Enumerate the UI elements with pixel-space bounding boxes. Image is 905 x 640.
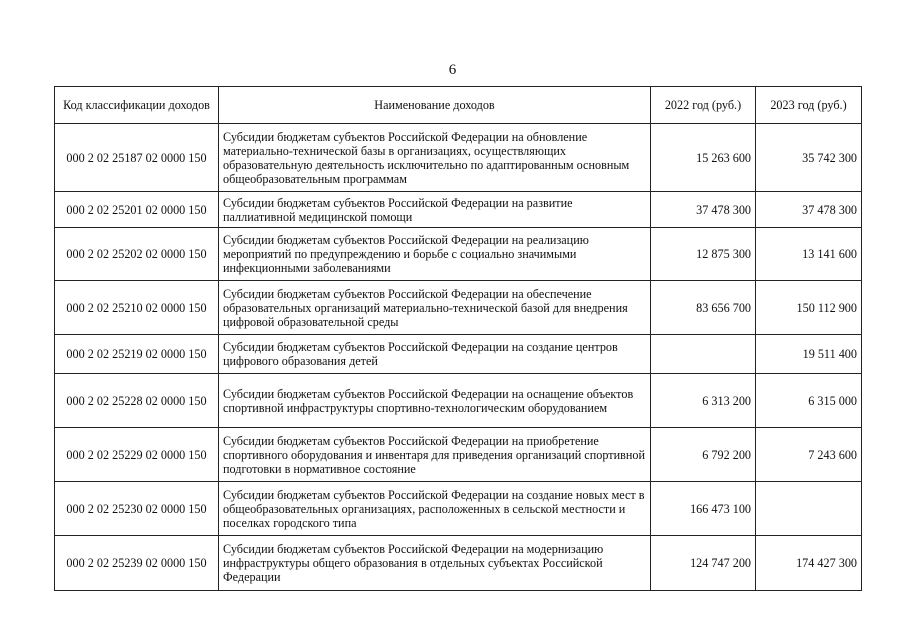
row-value-2022: 12 875 300 (651, 228, 756, 281)
row-name: Субсидии бюджетам субъектов Российской Федерации на обеспечение образовательных организаций материально-технической базой для внедрения цифровой образовательной среды (219, 281, 651, 335)
row-value-2022 (651, 335, 756, 374)
row-name: Субсидии бюджетам субъектов Российской Федерации на приобретение спортивного оборудования и инвентаря для приведения организаций спортивной подготовки в нормативное состояние (219, 428, 651, 482)
table-row (55, 192, 862, 228)
row-value-2022: 15 263 600 (651, 124, 756, 192)
table-row (55, 335, 862, 374)
row-value-2023: 13 141 600 (756, 228, 862, 281)
table-header-row (55, 87, 862, 124)
table-row (55, 482, 862, 536)
row-code: 000 2 02 25201 02 0000 150 (55, 192, 219, 228)
row-value-2022: 166 473 100 (651, 482, 756, 536)
header-name: Наименование доходов (219, 87, 651, 124)
row-name: Субсидии бюджетам субъектов Российской Федерации на создание центров цифрового образования детей (219, 335, 651, 374)
row-code: 000 2 02 25202 02 0000 150 (55, 228, 219, 281)
row-name: Субсидии бюджетам субъектов Российской Федерации на обновление материально-технической базы в организациях, осуществляющих образовательную деятельность исключительно по адаптированным основным общеобразовательным программам (219, 124, 651, 192)
table-row (55, 281, 862, 335)
table-row (55, 124, 862, 192)
page-number: 6 (448, 62, 457, 78)
revenue-table (54, 86, 862, 591)
row-value-2022: 6 792 200 (651, 428, 756, 482)
table-row (55, 374, 862, 428)
row-value-2023: 6 315 000 (756, 374, 862, 428)
row-code: 000 2 02 25219 02 0000 150 (55, 335, 219, 374)
row-name: Субсидии бюджетам субъектов Российской Федерации на создание новых мест в общеобразовательных организациях, расположенных в сельской местности и поселках городского типа (219, 482, 651, 536)
row-code: 000 2 02 25210 02 0000 150 (55, 281, 219, 335)
row-code: 000 2 02 25228 02 0000 150 (55, 374, 219, 428)
row-code: 000 2 02 25239 02 0000 150 (55, 536, 219, 591)
row-name: Субсидии бюджетам субъектов Российской Федерации на оснащение объектов спортивной инфраструктуры спортивно-технологическим оборудованием (219, 374, 651, 428)
row-value-2022: 6 313 200 (651, 374, 756, 428)
row-value-2023: 37 478 300 (756, 192, 862, 228)
row-code: 000 2 02 25229 02 0000 150 (55, 428, 219, 482)
header-year-2022: 2022 год (руб.) (651, 87, 756, 124)
row-value-2023: 7 243 600 (756, 428, 862, 482)
row-value-2022: 83 656 700 (651, 281, 756, 335)
row-name: Субсидии бюджетам субъектов Российской Федерации на реализацию мероприятий по предупреждению и борьбе с социально значимыми инфекционными заболеваниями (219, 228, 651, 281)
row-value-2023: 174 427 300 (756, 536, 862, 591)
row-code: 000 2 02 25187 02 0000 150 (55, 124, 219, 192)
row-value-2022: 37 478 300 (651, 192, 756, 228)
row-value-2023: 150 112 900 (756, 281, 862, 335)
header-code: Код классификации доходов (55, 87, 219, 124)
row-value-2022: 124 747 200 (651, 536, 756, 591)
row-value-2023 (756, 482, 862, 536)
row-value-2023: 19 511 400 (756, 335, 862, 374)
table-row (55, 228, 862, 281)
table-row (55, 536, 862, 591)
row-name: Субсидии бюджетам субъектов Российской Федерации на модернизацию инфраструктуры общего образования в отдельных субъектах Российской Федерации (219, 536, 651, 591)
row-value-2023: 35 742 300 (756, 124, 862, 192)
row-code: 000 2 02 25230 02 0000 150 (55, 482, 219, 536)
header-year-2023: 2023 год (руб.) (756, 87, 862, 124)
table-row (55, 428, 862, 482)
row-name: Субсидии бюджетам субъектов Российской Федерации на развитие паллиативной медицинской помощи (219, 192, 651, 228)
